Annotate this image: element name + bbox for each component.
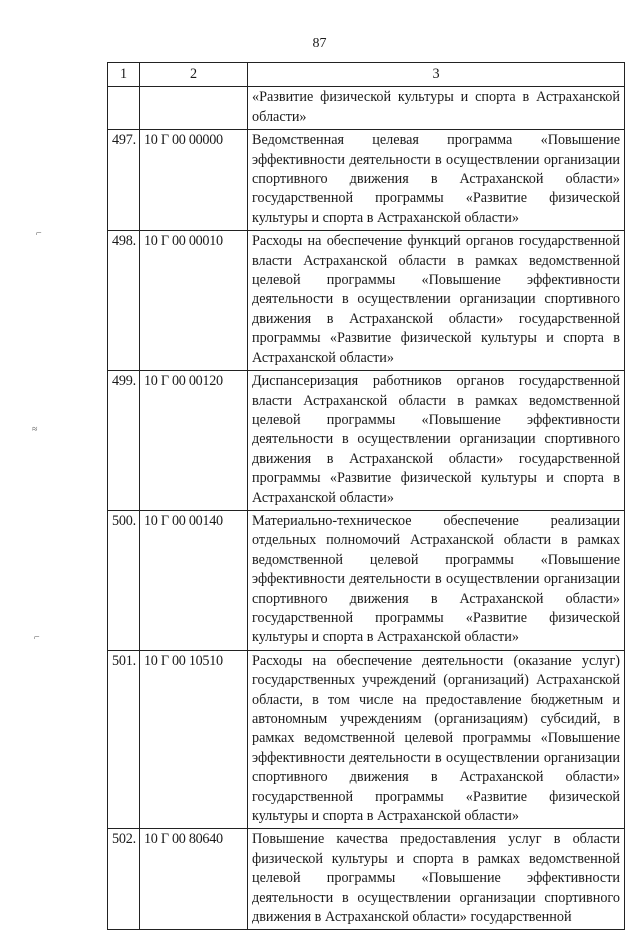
table-cell-num: 500. xyxy=(108,510,140,650)
table-cell-num: 502. xyxy=(108,829,140,930)
column-header: 2 xyxy=(140,63,248,87)
scan-mark: ⌐ xyxy=(34,632,40,643)
table-row xyxy=(108,650,625,829)
page-number: 87 xyxy=(312,36,327,51)
table-cell-code: 10 Г 00 80640 xyxy=(140,829,248,930)
table-row xyxy=(108,829,625,930)
table-cell-text: Расходы на обеспечение функций органов государственной власти Астраханской области в рамках ведомственной целевой программы «Повышение эффективности деятельности в осуществлении организации спортивного движения в Астраханской области» государственной программы «Развитие физической культуры и спорта в Астраханской области» xyxy=(248,231,625,371)
table-cell-num: 498. xyxy=(108,231,140,371)
table-row xyxy=(108,130,625,231)
scan-mark: ≈ xyxy=(32,424,38,435)
table-cell-num xyxy=(108,87,140,130)
table-cell-num: 501. xyxy=(108,650,140,829)
table-cell-num: 497. xyxy=(108,130,140,231)
column-header: 1 xyxy=(108,63,140,87)
table-cell-text: Материально-техническое обеспечение реализации отдельных полномочий Астраханской области в рамках ведомственной целевой программы «Повышение эффективности деятельности в осуществлении организации спортивного движения в Астраханской области» государственной программы «Развитие физической культуры и спорта в Астраханской области» xyxy=(248,510,625,650)
table-cell-text: Диспансеризация работников органов государственной власти Астраханской области в рамках ведомственной целевой программы «Повышение эффективности деятельности в осуществлении организации спортивного движения в Астраханской области» государственной программы «Развитие физической культуры и спорта в Астраханской области» xyxy=(248,371,625,511)
table-cell-code: 10 Г 00 00120 xyxy=(140,371,248,511)
table-cell-code: 10 Г 00 00140 xyxy=(140,510,248,650)
budget-classification-table xyxy=(107,62,625,930)
table-cell-code: 10 Г 00 00000 xyxy=(140,130,248,231)
table-row xyxy=(108,510,625,650)
table-cell-code: 10 Г 00 00010 xyxy=(140,231,248,371)
table-cell-code: 10 Г 00 10510 xyxy=(140,650,248,829)
table-cell-text: «Развитие физической культуры и спорта в Астраханской области» xyxy=(248,87,625,130)
table-cell-text: Расходы на обеспечение деятельности (оказание услуг) государственных учреждений (организаций) Астраханской области, в том числе на предоставление бюджетным и автономным учреждениям (организациям) субсидий, в рамках ведомственной целевой программы «Повышение эффективности деятельности в осуществлении организации спортивного движения в Астраханской области» государственной программы «Развитие физической культуры и спорта в Астраханской области» xyxy=(248,650,625,829)
table-cell-code xyxy=(140,87,248,130)
table-row-continuation xyxy=(108,87,625,130)
table-cell-text: Ведомственная целевая программа «Повышение эффективности деятельности в осуществлении организации спортивного движения в Астраханской области» государственной программы «Развитие физической культуры и спорта в Астраханской области» xyxy=(248,130,625,231)
table-header-row xyxy=(108,63,625,87)
scan-mark: ⌐ xyxy=(36,228,42,239)
table-cell-text: Повышение качества предоставления услуг в области физической культуры и спорта в рамках ведомственной целевой программы «Повышение эффективности деятельности в осуществлении организации спортивного движения в Астраханской области» государственной xyxy=(248,829,625,930)
table-row xyxy=(108,371,625,511)
column-header: 3 xyxy=(248,63,625,87)
table-row xyxy=(108,231,625,371)
table-cell-num: 499. xyxy=(108,371,140,511)
